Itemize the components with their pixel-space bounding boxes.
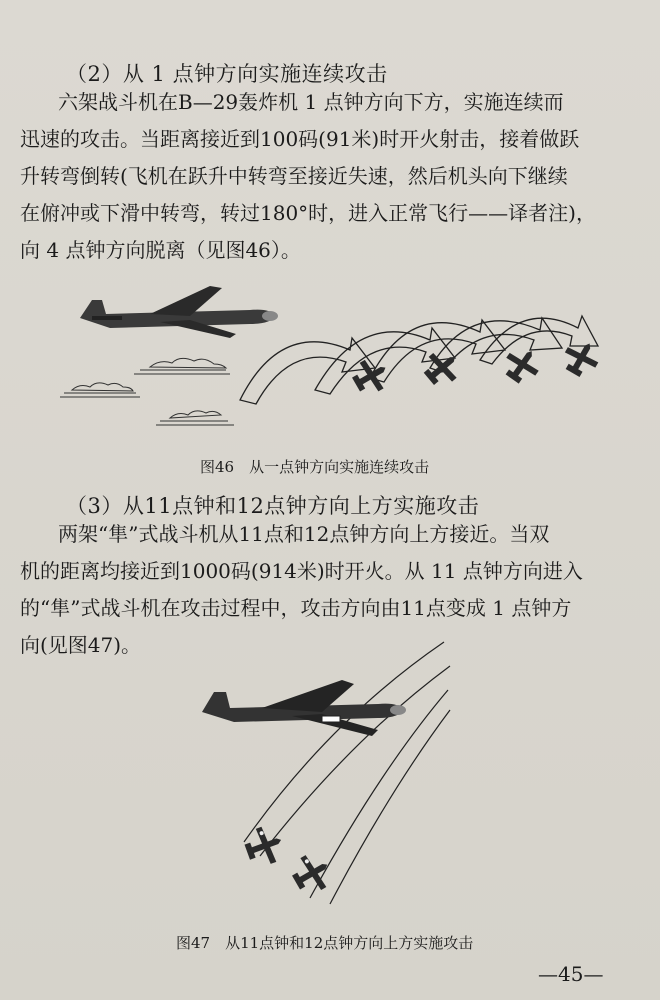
- figure-47-caption: 图47 从11点钟和12点钟方向上方实施攻击: [176, 934, 474, 952]
- cloud-icon: [156, 411, 234, 425]
- figure-46-illustration: [30, 270, 630, 440]
- b29-bomber-icon: [80, 286, 278, 338]
- cloud-icon: [60, 383, 140, 397]
- section-2-heading: （2）从 1 点钟方向实施连续攻击: [66, 62, 388, 86]
- paragraph-line: 两架“隼”式战斗机从11点和12点钟方向上方接近。当双: [58, 522, 550, 546]
- paragraph-line: 机的距离均接近到1000码(914米)时开火。从 11 点钟方向进入: [20, 559, 583, 583]
- section-2-paragraph: [20, 84, 638, 269]
- attack-trajectory-lines: [244, 642, 450, 904]
- attack-path-arrows: [240, 316, 598, 404]
- figure-46-caption: 图46 从一点钟方向实施连续攻击: [200, 458, 430, 476]
- paragraph-line: 迅速的攻击。当距离接近到100码(91米)时开火射击，接着做跃: [20, 127, 580, 151]
- fighter-plane-icon: [241, 822, 288, 870]
- cloud-icon: [134, 358, 230, 374]
- paragraph-line: 在俯冲或下滑中转弯，转过180°时，进入正常飞行——译者注)，: [20, 201, 596, 225]
- paragraph-line: 向(见图47)。: [20, 633, 142, 657]
- fighter-plane-icon: [558, 335, 604, 381]
- page-number: —45—: [538, 962, 604, 986]
- figure-47-illustration: [180, 630, 470, 920]
- paragraph-line: 向 4 点钟方向脱离（见图46）。: [20, 238, 301, 262]
- fighter-plane-icon: [287, 848, 337, 899]
- fighter-plane-icon: [348, 353, 394, 399]
- section-3-heading: （3）从11点钟和12点钟方向上方实施攻击: [66, 494, 480, 518]
- paragraph-line: 六架战斗机在B—29轰炸机 1 点钟方向下方，实施连续而: [58, 90, 564, 114]
- paragraph-line: 的“隼”式战斗机在攻击过程中，攻击方向由11点变成 1 点钟方: [20, 596, 572, 620]
- paragraph-line: 升转弯倒转(飞机在跃升中转弯至接近失速，然后机头向下继续: [20, 164, 568, 188]
